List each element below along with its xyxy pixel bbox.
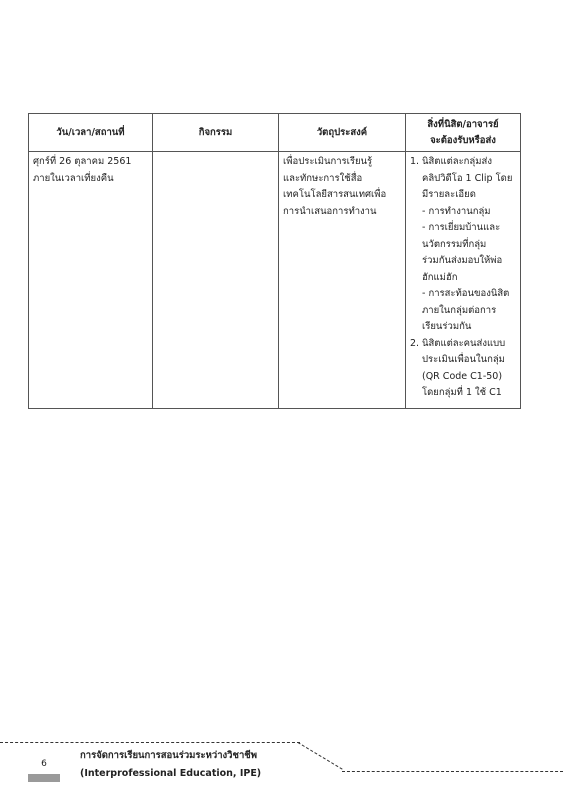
footer-title: การจัดการเรียนการสอนร่วมระหว่างวิชาชีพ <box>80 750 258 761</box>
item-line: นิสิตแต่ละกลุ่มส่ง <box>422 156 492 167</box>
item-line: มีรายละเอียด <box>422 189 476 200</box>
header-objective: วัตถุประสงค์ <box>279 114 406 152</box>
sub-item-line: - การเยี่ยมบ้านและ <box>422 222 501 233</box>
footer-subtitle: (Interprofessional Education, IPE) <box>80 768 262 779</box>
page-number-box <box>28 748 60 782</box>
item-line: ประเมินเพื่อนในกลุ่ม <box>422 354 505 365</box>
datetime-line: ศุกร์ที่ 26 ตุลาคม 2561 <box>33 156 132 167</box>
deliverable-item-2 <box>410 336 516 402</box>
sub-item-line: เรียนร่วมกัน <box>422 321 472 332</box>
item-line: คลิปวิดีโอ 1 Clip โดย <box>422 172 513 184</box>
table-header-row <box>29 114 521 152</box>
item-line: โดยกลุ่มที่ 1 ใช้ C1 <box>422 387 502 398</box>
page-number-bar <box>28 774 60 782</box>
sub-item-line: - การสะท้อนของนิสิต <box>422 288 510 299</box>
header-deliverables-line: สิ่งที่นิสิต/อาจารย์ <box>427 118 499 130</box>
objective-line: เพื่อประเมินการเรียนรู้ <box>283 156 373 167</box>
header-datetime: วัน/เวลา/สถานที่ <box>29 114 153 152</box>
item-line: นิสิตแต่ละคนส่งแบบ <box>422 337 506 349</box>
page-number: 6 <box>41 759 47 769</box>
cell-activity <box>153 152 279 409</box>
sub-item-line: ภายในกลุ่มต่อการ <box>422 304 497 316</box>
sub-item-line: ร่วมกันส่งมอบให้พ่อ <box>422 255 503 266</box>
cell-datetime <box>29 152 153 409</box>
header-deliverables-line: จะต้องรับหรือส่ง <box>430 134 496 146</box>
sub-item-line: นวัตกรรมที่กลุ่ม <box>422 238 487 250</box>
table-row <box>29 152 521 409</box>
sub-item-line: ฮักแม่ฮัก <box>422 271 458 283</box>
item-number: 1. <box>410 156 420 167</box>
objective-line: และทักษะการใช้สื่อ <box>283 172 363 184</box>
cell-objective <box>279 152 406 409</box>
cell-deliverables <box>406 152 521 409</box>
deliverable-item-1 <box>410 154 516 336</box>
item-number: 2. <box>410 337 420 349</box>
footer-divider <box>0 742 300 743</box>
header-activity: กิจกรรม <box>153 114 279 152</box>
objective-line: เทคโนโลยีสารสนเทศเพื่อ <box>283 189 387 200</box>
header-deliverables <box>406 114 521 152</box>
item-line: (QR Code C1-50) <box>422 370 503 382</box>
sub-item-line: - การทำงานกลุ่ม <box>422 205 491 217</box>
datetime-line: ภายในเวลาเที่ยงคืน <box>33 172 114 184</box>
objective-line: การนำเสนอการทำงาน <box>283 205 377 217</box>
schedule-table <box>28 113 521 409</box>
footer-divider <box>297 742 342 770</box>
footer-divider <box>342 771 563 772</box>
